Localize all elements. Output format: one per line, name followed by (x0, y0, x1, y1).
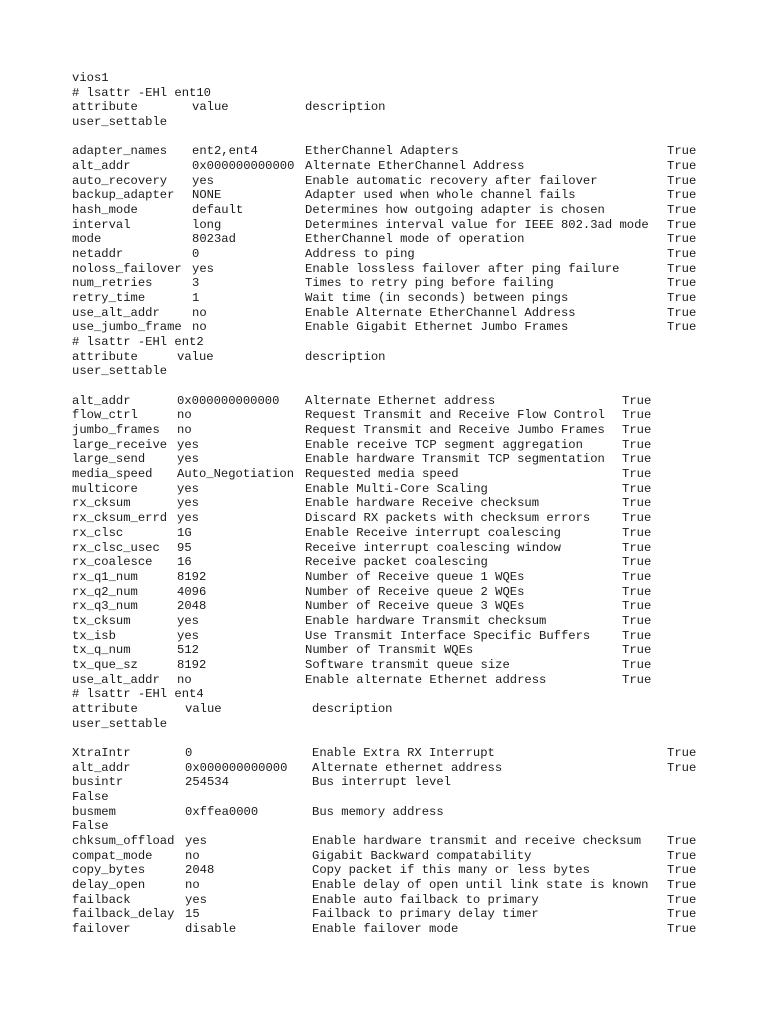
attr-name: use_alt_addr (72, 672, 160, 687)
header-value: value (177, 349, 214, 364)
attribute-row (72, 188, 697, 203)
attr-value: 0x000000000000 (192, 159, 295, 174)
attribute-row (72, 525, 652, 541)
attr-name: compat_mode (72, 848, 153, 863)
attribute-row (72, 833, 697, 849)
attribute-row (72, 863, 697, 878)
attr-name: large_send (72, 452, 146, 467)
attribute-row (72, 305, 697, 321)
attr-description: Bus interrupt level (312, 775, 451, 790)
attr-value: disable (185, 921, 237, 936)
attr-user-settable: True (667, 203, 697, 218)
attribute-row (72, 584, 652, 600)
attr-value: Auto_Negotiation (177, 467, 295, 482)
attr-user-settable: True (667, 921, 697, 936)
attr-description: Receive packet coalescing (305, 555, 488, 570)
attribute-row (72, 203, 697, 218)
attribute-row (72, 599, 652, 614)
attr-description: Alternate ethernet address (312, 760, 503, 775)
attr-user-settable: True (622, 569, 652, 584)
attr-name: auto_recovery (72, 173, 168, 188)
header-attribute: attribute (72, 100, 138, 115)
attribute-row (72, 144, 697, 159)
attr-description: Requested media speed (305, 467, 459, 482)
attr-description: Failback to primary delay timer (312, 907, 539, 922)
wrapped-user-settable: False (72, 789, 109, 804)
attr-description: Enable automatic recovery after failover (305, 173, 598, 188)
attr-name: retry_time (72, 291, 146, 306)
attr-description: EtherChannel Adapters (305, 144, 459, 159)
attr-description: Times to retry ping before failing (305, 276, 554, 291)
attr-value: 1G (177, 525, 192, 540)
header-attribute: attribute (72, 349, 138, 364)
attribute-row (72, 423, 652, 438)
attr-user-settable: True (622, 511, 652, 526)
attr-name: rx_coalesce (72, 555, 153, 570)
attr-value: no (177, 408, 192, 423)
attr-user-settable: True (622, 599, 652, 614)
attr-name: rx_clsc_usec (72, 540, 160, 555)
attr-user-settable: True (667, 217, 697, 232)
attribute-row (72, 291, 697, 306)
attr-name: use_alt_addr (72, 305, 160, 320)
attr-user-settable: True (667, 305, 697, 320)
attr-name: tx_que_sz (72, 657, 138, 672)
attribute-row (72, 437, 652, 453)
attr-description: Wait time (in seconds) between pings (305, 291, 569, 306)
attr-user-settable: True (622, 467, 652, 482)
attribute-row (72, 408, 652, 423)
attr-description: Enable Alternate EtherChannel Address (305, 305, 576, 320)
attr-value: no (185, 848, 200, 863)
attr-description: Use Transmit Interface Specific Buffers (305, 628, 591, 643)
attr-description: Number of Receive queue 3 WQEs (305, 599, 525, 614)
attr-value: no (192, 305, 207, 320)
attr-description: Enable delay of open until link state is known (312, 877, 649, 892)
attr-name: rx_q3_num (72, 599, 138, 614)
attribute-row (72, 452, 652, 467)
attribute-row (72, 540, 652, 556)
attr-value: no (192, 320, 207, 335)
attr-name: tx_isb (72, 628, 116, 643)
attr-name: mode (72, 232, 102, 247)
attr-name: rx_q2_num (72, 584, 138, 599)
attr-user-settable: True (622, 672, 652, 687)
attr-value: 0x000000000000 (185, 760, 288, 775)
attr-name: flow_ctrl (72, 408, 138, 423)
header-description: description (312, 701, 393, 716)
attr-description: Number of Receive queue 2 WQEs (305, 584, 525, 599)
command-line: # lsattr -EHl ent2 (72, 335, 204, 350)
attr-name: num_retries (72, 276, 153, 291)
attr-name: interval (72, 217, 131, 232)
hostname-line: vios1 (72, 71, 109, 85)
attribute-row (72, 393, 652, 409)
attr-value: 16 (177, 555, 192, 570)
attr-name: tx_q_num (72, 643, 131, 658)
attr-description: Alternate Ethernet address (305, 393, 496, 408)
attr-name: rx_cksum_errd (72, 511, 168, 526)
column-header-wrap: user_settable (72, 716, 168, 731)
attr-name: multicore (72, 481, 138, 496)
attr-name: failover (72, 921, 131, 936)
attribute-row (72, 877, 697, 893)
attr-user-settable: True (667, 848, 697, 863)
attr-value: long (192, 217, 222, 232)
attr-value: 2048 (177, 599, 207, 614)
attr-value: 512 (177, 643, 199, 658)
attr-name: jumbo_frames (72, 423, 160, 438)
attr-name: rx_clsc (72, 525, 124, 540)
attr-value: yes (185, 892, 207, 907)
attr-user-settable: True (667, 276, 697, 291)
column-header-wrap: user_settable (72, 115, 168, 130)
wrapped-user-settable: False (72, 819, 109, 834)
attr-value: 95 (177, 540, 192, 555)
attr-name: backup_adapter (72, 188, 175, 203)
attr-description: Number of Receive queue 1 WQEs (305, 569, 525, 584)
attribute-row (72, 907, 697, 922)
attr-description: Enable receive TCP segment aggregation (305, 437, 583, 452)
attribute-row (72, 173, 697, 189)
header-value: value (185, 701, 222, 716)
attr-user-settable: True (622, 496, 652, 511)
attr-description: Enable lossless failover after ping failure (305, 261, 620, 276)
column-header-line (72, 100, 386, 115)
attribute-row (72, 481, 652, 497)
attr-description: Enable Receive interrupt coalescing (305, 525, 561, 540)
attr-description: Request Transmit and Receive Flow Control (305, 408, 605, 423)
attr-value: default (192, 203, 244, 218)
attr-user-settable: True (622, 452, 652, 467)
blank-line (72, 130, 211, 145)
attr-description: Enable alternate Ethernet address (305, 672, 547, 687)
attr-name: failback_delay (72, 907, 175, 922)
attr-name: use_jumbo_frame (72, 320, 182, 335)
attr-user-settable: True (667, 745, 697, 760)
attr-value: yes (177, 511, 199, 526)
attr-user-settable: True (667, 261, 697, 276)
attr-value: 0xffea0000 (185, 804, 259, 819)
attr-name: busintr (72, 775, 124, 790)
attr-value: 15 (185, 907, 200, 922)
attr-user-settable: True (622, 643, 652, 658)
attr-value: 8023ad (192, 232, 236, 247)
attr-description: Receive interrupt coalescing window (305, 540, 561, 555)
attr-name: XtraIntr (72, 745, 131, 760)
attr-description: Discard RX packets with checksum errors (305, 511, 591, 526)
attr-value: yes (177, 496, 199, 511)
attr-value: yes (177, 437, 199, 452)
attribute-row (72, 628, 652, 644)
attr-value: 8192 (177, 657, 207, 672)
attr-value: yes (185, 833, 207, 848)
attr-value: yes (192, 173, 214, 188)
attribute-row (72, 247, 697, 262)
attr-description: Gigabit Backward compatability (312, 848, 532, 863)
attr-description: Request Transmit and Receive Jumbo Frames (305, 423, 605, 438)
attr-description: Enable hardware Transmit checksum (305, 613, 547, 628)
attr-value: yes (177, 452, 199, 467)
attr-value: 4096 (177, 584, 207, 599)
command-line: # lsattr -EHl ent10 (72, 85, 211, 100)
attr-user-settable: True (622, 525, 652, 540)
attr-name: tx_cksum (72, 613, 131, 628)
attr-name: busmem (72, 804, 116, 819)
attr-value: no (177, 423, 192, 438)
header-description: description (305, 349, 386, 364)
attr-name: noloss_failover (72, 261, 182, 276)
header-value: value (192, 100, 229, 115)
attr-name: rx_cksum (72, 496, 131, 511)
attr-value: 2048 (185, 863, 215, 878)
attr-value: 254534 (185, 775, 229, 790)
attr-name: hash_mode (72, 203, 138, 218)
attr-value: 0x000000000000 (177, 393, 280, 408)
header-attribute: attribute (72, 701, 138, 716)
attr-description: Enable hardware transmit and receive checksum (312, 833, 642, 848)
blank-line (72, 379, 211, 394)
attr-name: rx_q1_num (72, 569, 138, 584)
attribute-row (72, 232, 697, 247)
attr-name: adapter_names (72, 144, 168, 159)
attr-description: Determines interval value for IEEE 802.3ad mode (305, 217, 649, 232)
attr-description: Enable Extra RX Interrupt (312, 745, 495, 760)
attribute-row (72, 496, 652, 511)
attr-value: yes (177, 481, 199, 496)
attr-description: EtherChannel mode of operation (305, 232, 525, 247)
attr-name: alt_addr (72, 393, 131, 408)
header-description: description (305, 100, 386, 115)
attribute-row (72, 760, 697, 776)
attr-name: failback (72, 892, 131, 907)
attribute-row (72, 320, 697, 335)
attr-user-settable: True (622, 437, 652, 452)
attribute-row (72, 921, 697, 937)
column-header-line (72, 701, 393, 717)
attribute-row (72, 569, 652, 585)
attribute-row (72, 848, 697, 864)
attribute-row (72, 261, 697, 277)
column-header-line (72, 349, 386, 365)
attribute-row (72, 217, 697, 233)
attr-value: 0 (185, 745, 193, 760)
attr-value: 8192 (177, 569, 207, 584)
attr-user-settable: True (622, 540, 652, 555)
blank-line (72, 731, 211, 746)
attr-name: alt_addr (72, 760, 131, 775)
attr-user-settable: True (622, 628, 652, 643)
attr-name: alt_addr (72, 159, 131, 174)
attribute-row (72, 657, 652, 673)
attribute-row (72, 467, 652, 482)
attr-description: Enable failover mode (312, 921, 459, 936)
attr-description: Enable hardware Receive checksum (305, 496, 540, 511)
attr-value: no (177, 672, 192, 687)
terminal-output (72, 71, 697, 937)
attr-description: Enable auto failback to primary (312, 892, 539, 907)
attr-name: media_speed (72, 467, 153, 482)
attr-user-settable: True (622, 584, 652, 599)
attr-name: delay_open (72, 877, 146, 892)
attr-user-settable: True (667, 188, 697, 203)
attr-description: Bus memory address (312, 804, 444, 819)
attr-user-settable: True (667, 892, 697, 907)
attr-description: Determines how outgoing adapter is chosen (305, 203, 605, 218)
attr-name: copy_bytes (72, 863, 146, 878)
attr-user-settable: True (667, 291, 697, 306)
attribute-row (72, 775, 451, 790)
attr-description: Alternate EtherChannel Address (305, 159, 525, 174)
attr-user-settable: True (667, 833, 697, 848)
attr-value: 1 (192, 291, 200, 306)
attr-user-settable: True (622, 393, 652, 408)
attr-user-settable: True (667, 863, 697, 878)
attr-value: yes (192, 261, 214, 276)
attr-value: NONE (192, 188, 222, 203)
attribute-row (72, 892, 697, 908)
attribute-row (72, 613, 652, 629)
attribute-row (72, 555, 652, 570)
attr-user-settable: True (622, 481, 652, 496)
attr-name: netaddr (72, 247, 124, 262)
attr-user-settable: True (667, 320, 697, 335)
attr-value: yes (177, 628, 199, 643)
attr-description: Enable Multi-Core Scaling (305, 481, 488, 496)
attr-value: 0 (192, 247, 200, 262)
attr-description: Enable Gigabit Ethernet Jumbo Frames (305, 320, 569, 335)
attr-user-settable: True (622, 555, 652, 570)
attr-name: chksum_offload (72, 833, 175, 848)
attr-description: Number of Transmit WQEs (305, 643, 474, 658)
attr-user-settable: True (667, 760, 697, 775)
attr-user-settable: True (667, 159, 697, 174)
attr-user-settable: True (667, 173, 697, 188)
attr-value: 3 (192, 276, 200, 291)
attr-user-settable: True (667, 907, 697, 922)
attr-name: large_receive (72, 437, 168, 452)
attr-user-settable: True (667, 247, 697, 262)
attr-user-settable: True (667, 144, 697, 159)
attribute-row (72, 511, 652, 526)
attr-description: Software transmit queue size (305, 657, 510, 672)
attribute-row (72, 643, 652, 658)
attr-description: Address to ping (305, 247, 415, 262)
attr-description: Copy packet if this many or less bytes (312, 863, 590, 878)
attr-user-settable: True (622, 657, 652, 672)
attribute-row (72, 672, 652, 688)
attribute-row (72, 745, 697, 761)
attr-description: Enable hardware Transmit TCP segmentation (305, 452, 605, 467)
attr-user-settable: True (622, 408, 652, 423)
column-header-wrap: user_settable (72, 364, 168, 379)
attr-value: ent2,ent4 (192, 144, 258, 159)
attr-user-settable: True (622, 613, 652, 628)
attr-user-settable: True (667, 877, 697, 892)
attr-description: Adapter used when whole channel fails (305, 188, 576, 203)
attr-value: yes (177, 613, 199, 628)
attribute-row (72, 276, 697, 291)
attr-user-settable: True (622, 423, 652, 438)
command-line: # lsattr -EHl ent4 (72, 687, 204, 702)
attribute-row (72, 804, 444, 820)
attr-value: no (185, 877, 200, 892)
attr-user-settable: True (667, 232, 697, 247)
attribute-row (72, 159, 697, 174)
